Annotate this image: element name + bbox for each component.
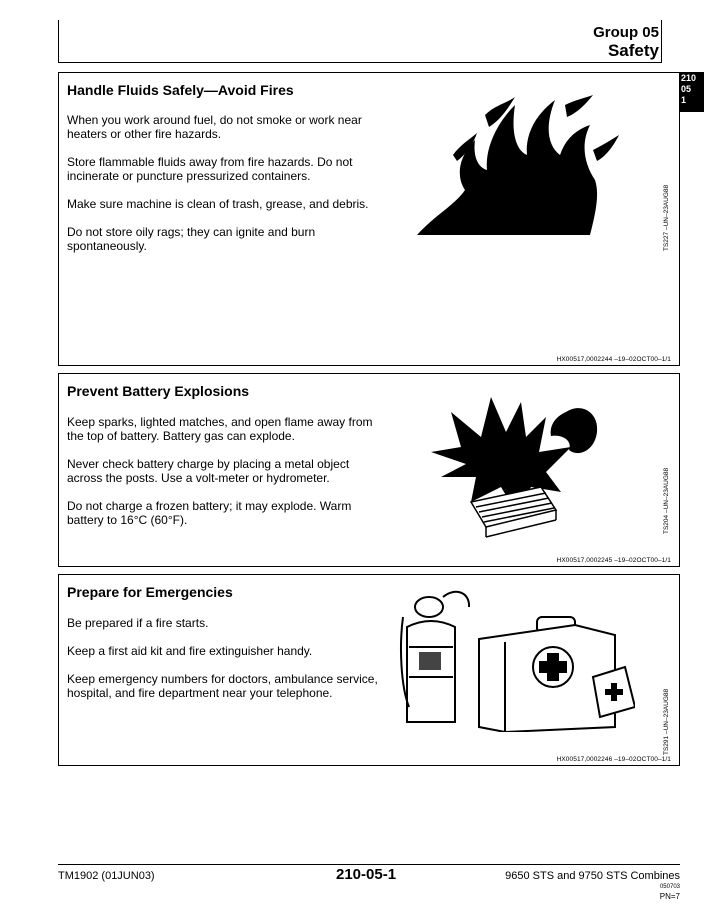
- section-title: Prevent Battery Explosions: [67, 383, 250, 399]
- paragraph: Keep a first aid kit and fire extinguisher handy.: [67, 644, 313, 658]
- section-emergencies: [58, 574, 680, 766]
- section-fluids: [58, 72, 680, 366]
- paragraph: Do not store oily rags; they can ignite and burn spontaneously.: [67, 225, 316, 253]
- battery-explosion-illustration: [421, 392, 611, 542]
- footer-page-number: 210-05-1: [336, 866, 397, 883]
- paragraph: Keep emergency numbers for doctors, ambulance service, hospital, and fire department near your telephone.: [67, 672, 378, 700]
- figure-code: TS204 –UN–23AUG88: [663, 467, 670, 534]
- footer-rule: [58, 864, 680, 865]
- paragraph: Be prepared if a fire starts.: [67, 616, 209, 630]
- emergency-kit-illustration: [395, 587, 635, 732]
- section-title: Prepare for Emergencies: [67, 584, 233, 600]
- section-tab: [680, 72, 704, 112]
- paragraph: Do not charge a frozen battery; it may explode. Warm battery to 16°C (60°F).: [67, 499, 352, 527]
- tab-line-3: 1: [681, 95, 687, 105]
- paragraph: Keep sparks, lighted matches, and open flame away from the top of battery. Battery gas can explode.: [67, 415, 373, 443]
- group-label: Group 05: [593, 24, 659, 41]
- footer-product: 9650 STS and 9750 STS Combines: [505, 870, 680, 882]
- section-title: Handle Fluids Safely—Avoid Fires: [67, 82, 294, 98]
- tab-line-2: 05: [681, 84, 692, 94]
- paragraph: Store flammable fluids away from fire hazards. Do not incinerate or puncture pressurized containers.: [67, 155, 353, 183]
- section-battery: [58, 373, 680, 567]
- paragraph: Make sure machine is clean of trash, grease, and debris.: [67, 197, 369, 211]
- paragraph: When you work around fuel, do not smoke or work near heaters or other fire hazards.: [67, 113, 362, 141]
- paragraph: Never check battery charge by placing a metal object across the posts. Use a volt-meter or hydrometer.: [67, 457, 350, 485]
- fire-illustration: [415, 95, 625, 240]
- tab-line-1: 210: [681, 73, 697, 83]
- footer-manual-code: TM1902 (01JUN03): [58, 870, 155, 882]
- reference-code: HX00517,0002246 –19–02OCT00–1/1: [556, 756, 671, 763]
- page-title: Safety: [607, 41, 659, 60]
- figure-code: TS291 –UN–23AUG88: [663, 688, 670, 755]
- reference-code: HX00517,0002245 –19–02OCT00–1/1: [556, 557, 671, 564]
- reference-code: HX00517,0002244 –19–02OCT00–1/1: [556, 356, 671, 363]
- figure-code: TS227 –UN–23AUG88: [663, 184, 670, 251]
- footer-pn: PN=7: [659, 892, 680, 901]
- header-box: [58, 20, 662, 63]
- footer-date-code: 050703: [659, 884, 680, 890]
